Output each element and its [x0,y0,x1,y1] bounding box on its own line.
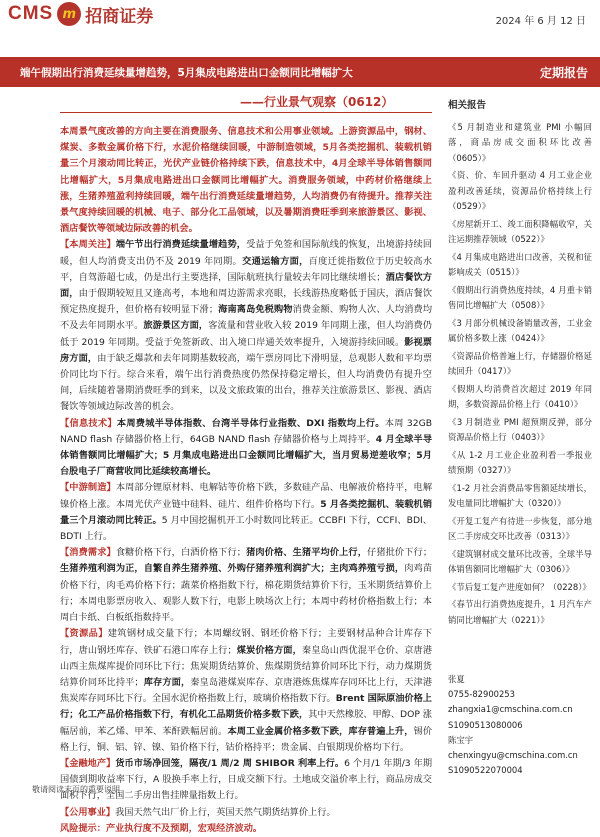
section-text: 影视票房方面， [60,336,432,364]
report-date: 2024 年 6 月 12 日 [495,16,586,27]
section-text: 百度迁徙指数位于历史较高水平，自驾游超七成，仍是出行主要选择，国际航班执行量较去年同比继续增长； [60,255,433,283]
related-report-item: 《3 月制造业 PMI 超预期反弹，部分资源品价格上行（0403）》 [448,416,592,442]
related-report-item: 《假期出行消费热度持续，4 月重卡销售同比增幅扩大（0508）》 [448,284,592,310]
contact-line: chenxingyu@cmschina.com.cn [448,750,578,761]
section-text: 5 月中国挖掘机开工小时数同比转正。CCBFI 下行，CCFI、BDI、BDTI 上行。 [60,514,432,543]
section-paragraph [60,821,432,837]
section-paragraph [60,480,432,545]
related-reports-heading: 相关报告 [448,100,487,111]
section-text: 本周部分锂原材料、电解钴等价格下跌，多数硅产品、电解液价格持平，电解镍价格上涨。本周光伏产业链中硅料、硅片、组件价格均下行。 [60,482,433,510]
contact-line: S1090522070004 [448,765,523,776]
section-text: 消费金额、购物人次、人均消费均不及去年同期水平。 [60,304,433,332]
section-paragraph [60,626,432,756]
footer-disclaimer: 敬请阅读末页的重要说明 [32,785,120,794]
related-report-item: 《从 1-2 月工业企业盈利看一季报业绩预期（0327）》 [448,449,592,475]
report-body [60,124,432,837]
contact-line: zhangxia1@cmschina.com.cn [448,704,573,715]
related-report-item: 《资、价、车回升驱动 4 月工业企业盈利改善延续，资源品价格持续上行（0529）》 [448,170,592,211]
section-lead: 端午节出行消费延续量增趋势， [115,239,247,251]
report-type-label: 定期报告 [539,66,588,80]
section-lead: 本周费城半导体指数、台湾半导体行业指数、DXI 指数均上行。 [116,417,385,429]
title-divider [60,112,432,113]
logo-mark-icon: m [57,2,81,26]
section-text: 秦皇岛港煤炭库存、京唐港炼焦煤库存同环比上行，天津港焦炭库存同环比下行。全国水泥价格指数上行，玻璃价格指数下行。 [60,676,433,705]
section-tag: 【本周关注】 [60,239,116,251]
related-report-item: 《1-2 月社会消费品零售额延续增长，发电量同比增幅扩大（0320）》 [448,482,592,508]
logo-latin-text: CMS [8,3,54,24]
section-text: 本周 32GB NAND flash 存储器价格上行，64GB NAND flash 存储器价格与上周持平。 [60,417,432,445]
section-paragraph [60,237,432,415]
section-text: 5 月各类挖掘机、装载机销量三个月滚动同比转正。 [60,498,433,526]
analyst-contacts [448,672,592,778]
section-lead: 货币市场净回笼，隔夜/1 周/2 周 SHIBOR 利率上行。 [115,757,345,769]
section-tag: 【中游制造】 [60,482,116,494]
section-tag: 风险提示： [60,822,106,834]
section-text: 仔猪批价下行； [367,547,433,559]
section-text: 交通运输方面， [242,255,309,267]
section-text: Brent 国际原油价格上行；化工产品价格指数下行，有机化工品期货价格多数下跌， [60,693,432,721]
section-tag: 【金融地产】 [60,757,116,769]
related-reports-list [448,120,592,629]
related-report-item: 《资源品价格普遍上行，存储器价格延续回升（0417）》 [448,350,592,376]
abstract-paragraph: 本周景气度改善的方向主要在消费服务、信息技术和公用事业领域。上游资源品中，钢材、煤炭、多数金属价格下行，水泥价格继续回暖，中游制造领域，5月各类挖掘机、装载机销量三个月滚动同比转正，光伏产业链价格持续下跌，信息技术中，4月全球半导体销售额同比增幅扩大，5月集成电路进出口金额同比增幅扩大。消费服务领域，中药材价格继续上涨，生猪养殖盈利持续回暖，端午出行消费延续量增趋势，人均消费仍有待提升。推荐关注景气度持续回暖的机械、电子、部分化工品领域，以及暑期消费旺季到来旅游景区、影视、酒店餐饮等领域边际改善的机会。 [60,126,432,235]
section-text: 秦皇岛山西优混平仓价、京唐港山西主焦煤库提价同环比下行；焦炭期货结算价、焦煤期货结算价同环比下行，动力煤期货结算价同环比持平； [60,644,433,688]
section-text: 由于缺乏爆款和去年同期基数较高，端午票房同比下滑明显，总观影人数和平均票价同比均下行。综合来看，端午出行消费热度仍然保持稳定增长，但人均消费仍有提升空间，后续随着暑期消费旺季的到来，以及文旅政策的出台，推荐关注旅游景区、影视、酒店餐饮等领域边际改善的机会。 [60,352,433,413]
related-report-item: 《春节出行消费热度提升，1 月汽车产销同比增幅扩大（0221）》 [448,599,592,625]
section-list [60,237,432,837]
contact-line: 0755-82900253 [448,689,515,700]
section-text: 煤炭价格方面， [236,644,302,656]
section-text: 海南离岛免税购物 [218,304,293,316]
related-report-item: 《假期人均消费首次超过 2019 年同期，多数资源品价格上行（0410）》 [448,383,592,409]
page-header [0,0,600,40]
contact-line: S1090513080006 [448,719,523,730]
section-text: 食糖价格下行，白酒价格下行； [115,547,246,559]
related-report-item: 《建筑钢材成交量环比改善，全球半导体销售额同比增幅扩大（0306）》 [448,548,592,574]
company-logo [8,2,153,26]
section-paragraph [60,756,432,805]
related-report-item: 《房屋新开工、竣工面积降幅收窄，关注运期推荐领域（0522）》 [448,218,592,244]
section-tag: 【公用事业】 [60,806,116,818]
section-text: 客流量和营业收入较 2019 年同期上涨，但人均消费仍低于 2019 年同期。受益于免签新政、出入境口岸通关效率提升，入境游持续回暖。 [60,320,432,348]
section-paragraph [60,545,432,626]
section-lead: 产业执行度不及预期，宏观经济波动。 [105,822,263,834]
section-text: 肉鸡苗价格下行，肉毛鸡价格下行；蔬菜价格指数下行，棉花期货结算价下行，玉米期货结算价上行；本周电影票房收入、观影人数下行，电影上映场次上行；本周中药材价格指数上行；本周白卡纸、白板纸指数持平。 [60,563,433,624]
section-text: 酒店餐饮方面， [60,271,432,300]
section-text: 锡价格上行，铜、铝、锌、镍、铅价格下行，钴价格持平；贵金属、白银期现价格均下行。 [60,725,433,753]
section-tag: 【消费需求】 [60,547,116,559]
section-text: 其中天然橡胶、甲醇、DOP 涨幅居前，苯乙烯、甲苯、苯酐跌幅居前。 [60,709,432,737]
section-text: 建筑钢材成交量下行；本周螺纹钢、钢坯价格下行；主要钢材品种合计库存下行，唐山钢坯库存、铁矿石港口库存上行； [60,628,433,656]
section-text: 由于假期较短且又逢高考，本地和周边游需求亮眼，长线游热度略低于国庆，酒店餐饮预定热度提升，但价格有较明显下滑； [60,288,433,316]
related-report-item: 《5 月制造业和建筑业 PMI 小幅回落，商品房成交面积环比改善（0605）》 [448,121,592,163]
section-text: 旅游景区方面， [143,320,209,332]
section-text: 受益于免签和国际航线的恢复，出境游持续回暖，但人均消费支出仍不及 2019 年同期。 [60,239,433,267]
section-text: 本周工业金属价格多数下跌，库存普遍上升， [227,725,414,737]
related-report-item: 《开复工复产有待进一步恢复，部分地区二手房成交环比改善（0313）》 [448,515,592,541]
related-report-item: 《4 月集成电路进出口改善，关税和征影响成关（0515）》 [448,251,592,277]
section-text: 我国天然气出厂价上行，英国天然气期货结算价上行。 [115,806,336,818]
logo-chinese-text: 招商证券 [85,6,154,27]
section-text: 库存方面， [143,676,191,688]
related-report-item: 《节后复工复产进度如何？（0228）》 [448,581,591,592]
report-subtitle: ——行业景气观察（0612） [240,95,394,109]
section-text: 4 月全球半导体销售额同比增幅扩大；5 月集成电路进出口金额同比增幅扩大，当月贸易逆差收窄；5月台股电子厂商营收同比延续较高增长。 [60,433,433,478]
section-text: 生猪养殖利润为正，自繁自养生猪养殖、外购仔猪养殖利润扩大；主肉鸡养殖亏损， [60,563,405,575]
section-tag: 【信息技术】 [60,417,117,429]
section-text: 猪肉价格、生猪平均价上行， [245,547,368,559]
related-reports-sidebar [448,98,592,630]
contact-line: 张夏 [448,674,465,684]
section-paragraph [60,805,432,821]
section-text: 6 个月/1 年期/3 年期国债到期收益率下行，A 股换手率上行，日成交额下行。土地成交溢价率上行，商品房成交面积下行，全国二手房出售挂牌量指数上行。 [60,757,433,802]
section-paragraph [60,416,432,481]
related-report-item: 《3 月部分机械设备销量改善，工业金属价格多数上涨（0424）》 [448,317,592,343]
section-tag: 【资源品】 [60,628,108,640]
title-banner [0,57,600,87]
report-title: 端午假期出行消费延续量增趋势，5月集成电路进出口金额同比增幅扩大 [20,67,353,79]
contact-line: 陈宝宇 [448,734,474,745]
